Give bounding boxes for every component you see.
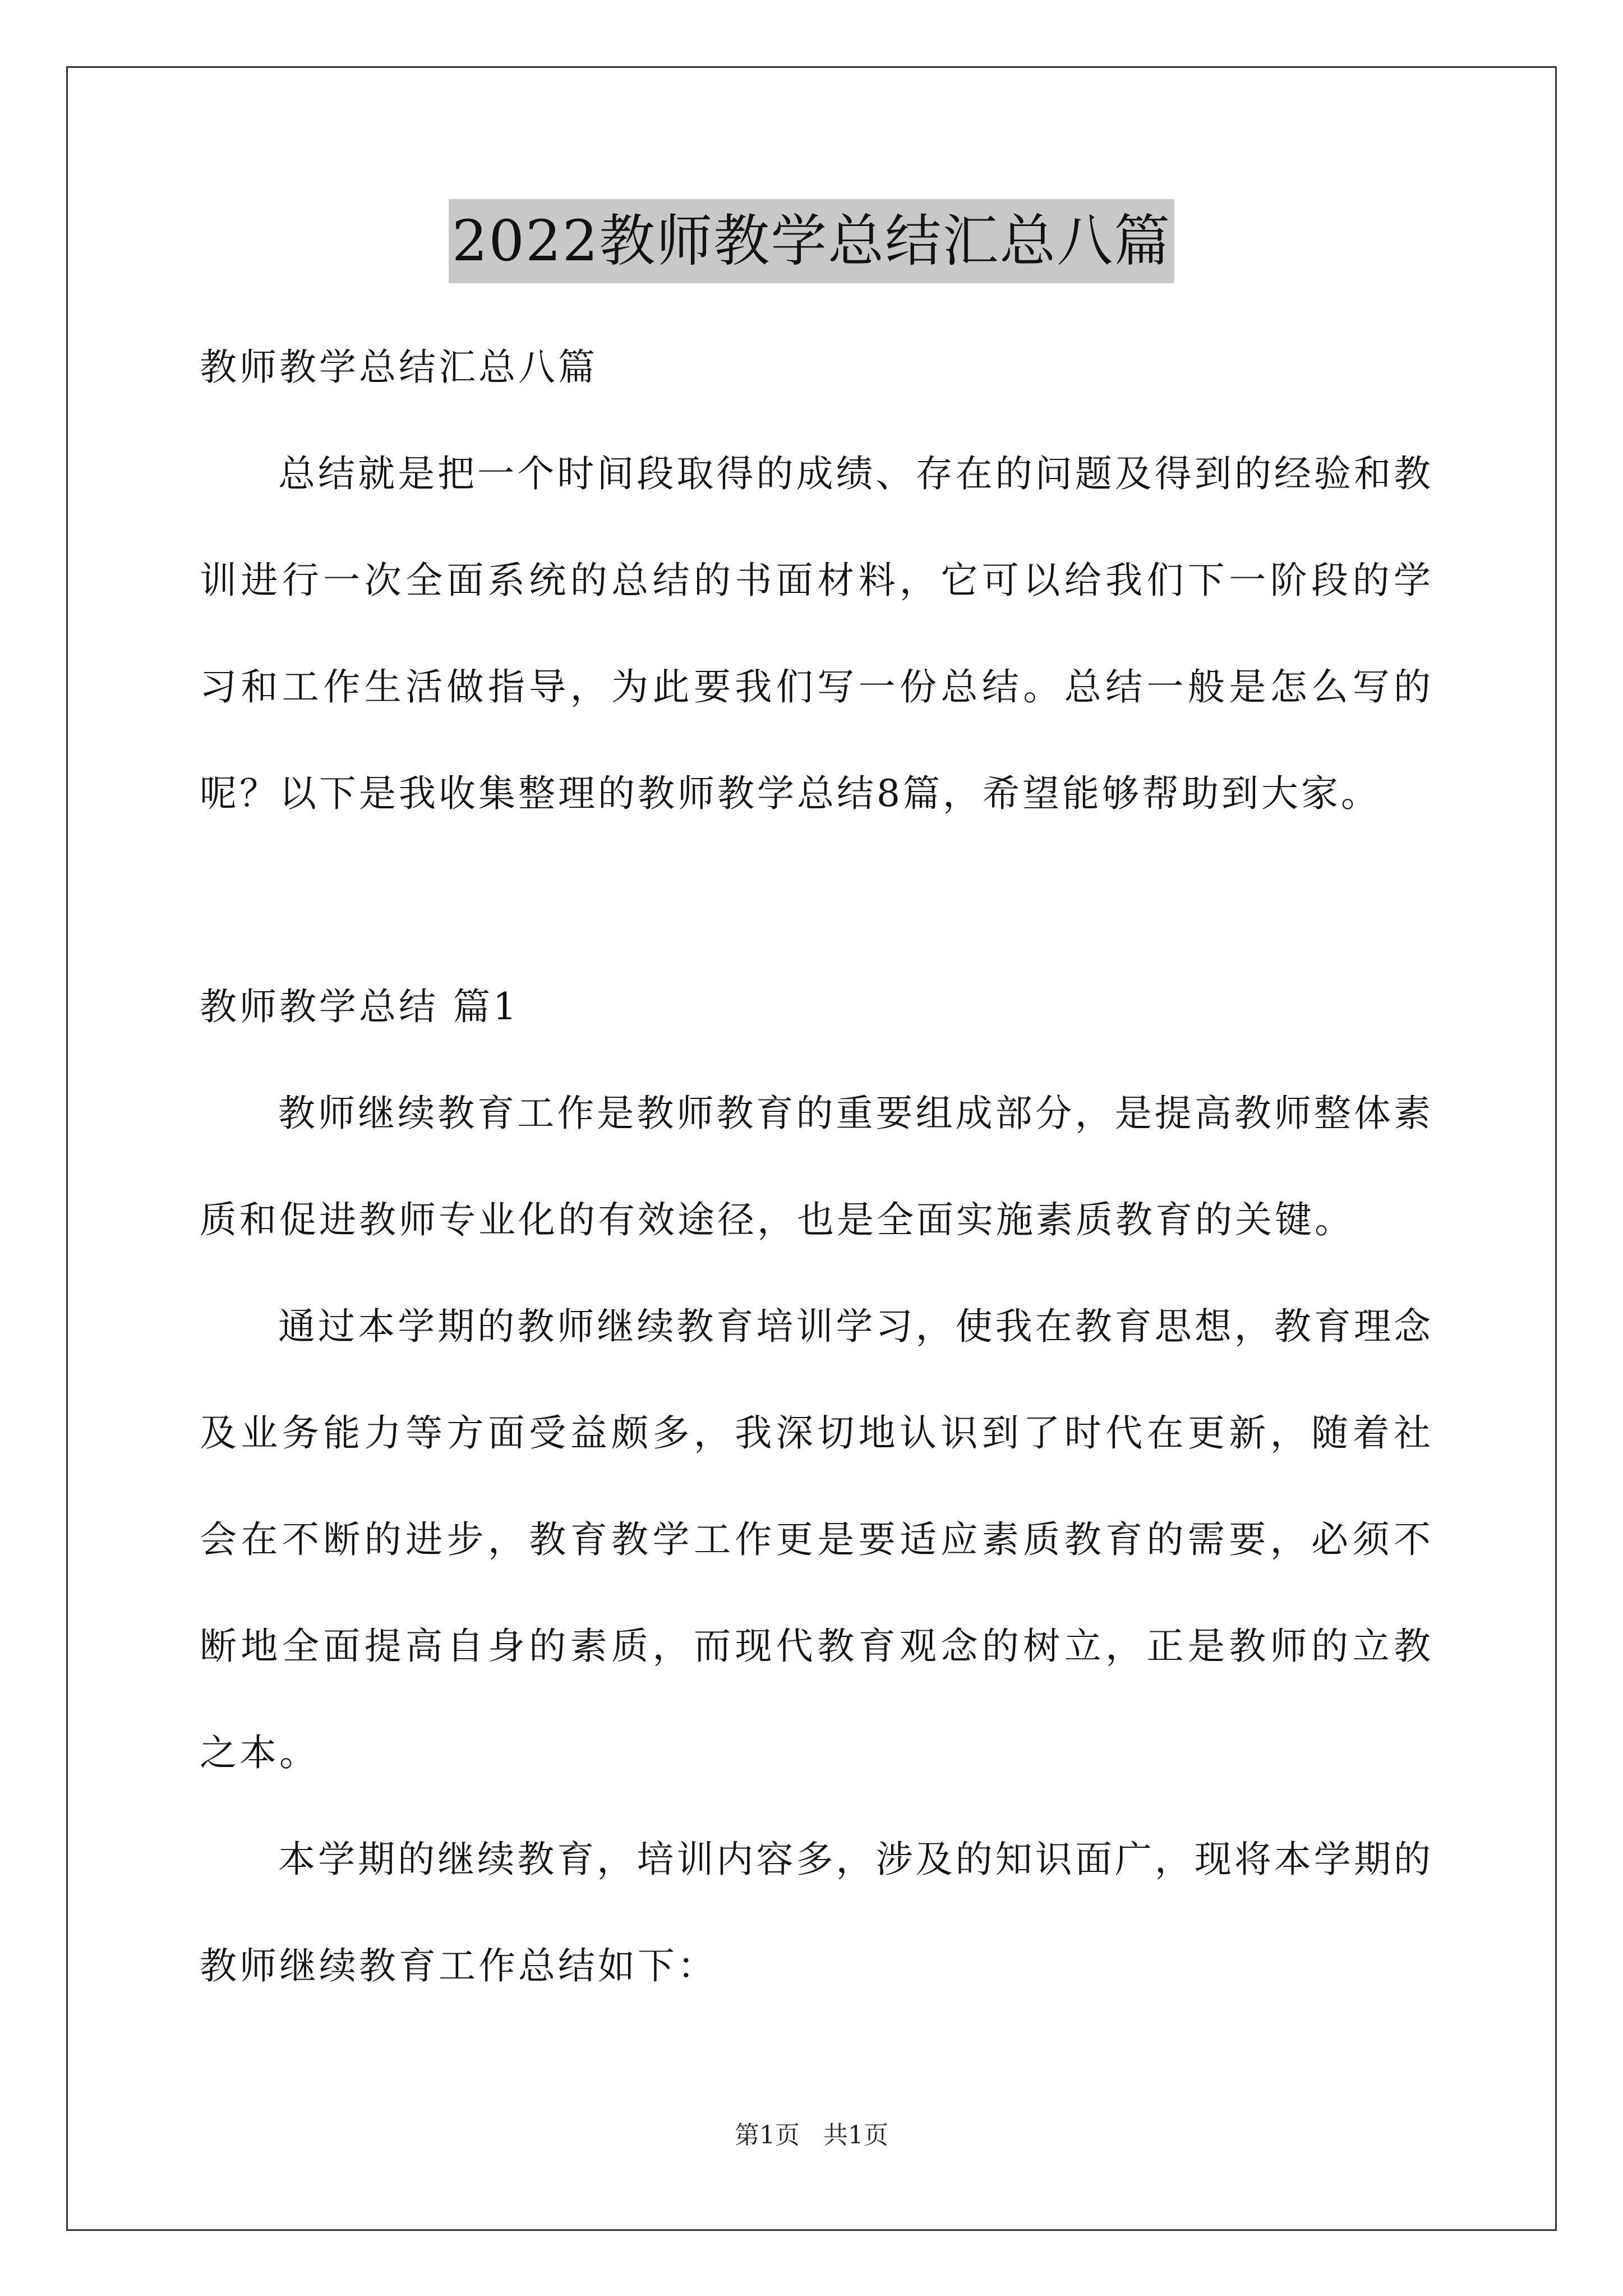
document-body [200, 314, 1433, 2019]
body-paragraph: 教师继续教育工作是教师教育的重要组成部分，是提高教师整体素质和促进教师专业化的有效途径，也是全面实施素质教育的关键。 [200, 1092, 1433, 1241]
body-paragraph: 通过本学期的教师继续教育培训学习，使我在教育思想，教育理念及业务能力等方面受益颇多，我深切地认识到了时代在更新，随着社会在不断的进步，教育教学工作更是要适应素质教育的需要，必须不断地全面提高自身的素质，而现代教育观念的树立，正是教师的立教之本。 [200, 1305, 1433, 1774]
intro-paragraph: 总结就是把一个时间段取得的成绩、存在的问题及得到的经验和教训进行一次全面系统的总结的书面材料，它可以给我们下一阶段的学习和工作生活做指导，为此要我们写一份总结。总结一般是怎么写的呢？以下是我收集整理的教师教学总结8篇，希望能够帮助到大家。 [200, 452, 1433, 815]
document-subtitle: 教师教学总结汇总八篇 [200, 346, 598, 389]
title-container [0, 199, 1623, 283]
section-spacer [200, 847, 1433, 954]
document-title: 2022教师教学总结汇总八篇 [449, 199, 1175, 283]
section-heading: 教师教学总结 篇1 [200, 985, 519, 1028]
body-paragraph: 本学期的继续教育，培训内容多，涉及的知识面广，现将本学期的教师继续教育工作总结如下： [200, 1838, 1433, 1987]
page-footer: 第1页 共1页 [735, 2121, 888, 2150]
